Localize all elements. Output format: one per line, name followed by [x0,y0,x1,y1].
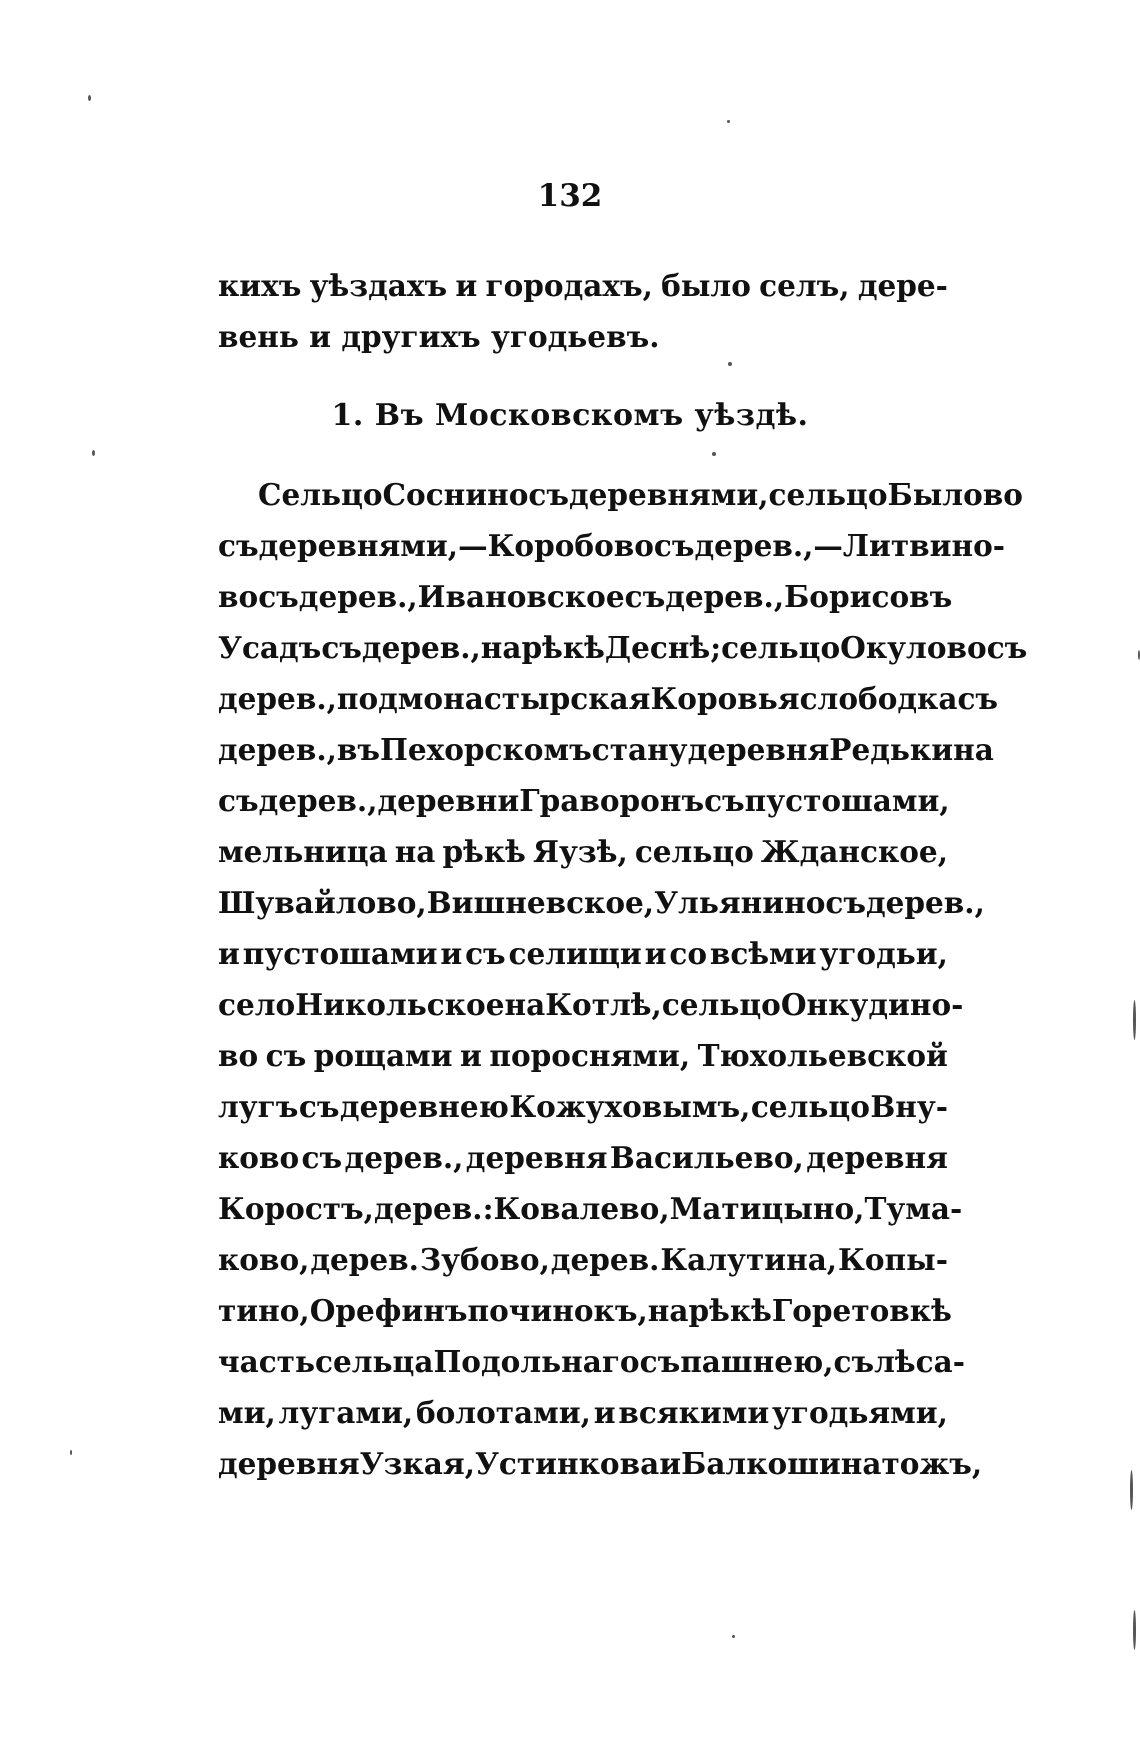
scan-speck [732,1635,735,1638]
word: на [480,630,522,665]
intro-paragraph [218,260,948,362]
word: съ [653,528,695,563]
word: деревня [465,1140,608,1175]
word: Зубово, [419,1242,550,1277]
word: Окулово [840,630,987,665]
text-line [218,877,985,928]
text-line [218,1132,948,1183]
word: другихъ [341,319,481,354]
word: во [218,579,259,614]
word: дерев., [361,630,481,665]
word: дерев.: [373,1191,494,1226]
word: дерев.,—Литвино- [694,528,1006,563]
word: деревня [687,732,830,767]
word: тожъ, [881,1446,983,1481]
word: съ [265,1038,307,1073]
word: лѣса- [874,1344,965,1379]
word: Ивановское [417,579,625,614]
word: угодьями, [772,1395,948,1430]
word: Граворонъ [519,783,705,818]
word: мельница [218,834,388,869]
word: и [593,1395,616,1430]
word: тино, [218,1293,310,1328]
word: стану [591,732,688,767]
text-line [218,1030,948,1081]
word: было [661,268,751,303]
word: рощами [313,1038,453,1073]
text-line [218,520,1006,571]
text-line [218,1081,948,1132]
word: сельцо [750,1089,870,1124]
word: Онкудино- [780,987,964,1022]
word: слободка [799,681,958,716]
word: сельцо [768,477,888,512]
word: ми, [218,1395,276,1430]
word: всякими [618,1395,770,1430]
word: городахъ, [485,268,653,303]
text-line [218,571,953,622]
text-line [218,979,964,1030]
word: пустошами [242,936,438,971]
word: съ [639,1344,681,1379]
word: въ [336,732,381,767]
word: починокъ, [467,1293,648,1328]
word: деревнями,—Коробово [258,528,654,563]
word: и [460,1038,482,1073]
word: ково [218,1140,300,1175]
word: Жданское, [760,834,948,869]
scan-speck [712,452,716,456]
word: всѣми [709,936,817,971]
word: кихъ [218,268,302,303]
word: рѣкѣ [688,1293,772,1328]
word: Коровья [650,681,800,716]
word: и [659,1446,682,1481]
word: дерев. [310,1242,419,1277]
word: Деснѣ; [604,630,722,665]
scan-speck [92,450,95,456]
text-line [218,1183,963,1234]
word: на [394,834,436,869]
word: Тюхольевской [697,1038,948,1073]
word: и [440,936,463,971]
word: лугами, [278,1395,414,1430]
scan-speck [1133,1610,1136,1650]
word: сельцо [661,987,781,1022]
word: и [309,319,332,354]
word: Соснино [382,477,529,512]
word: съ [321,630,362,665]
word: Усадъ [218,630,322,665]
word: и [218,936,240,971]
word: Горетовкѣ [771,1293,952,1328]
word: деревнею [339,1089,509,1124]
scan-speck [70,1450,72,1455]
word: съ [218,528,259,563]
word: дерев. [550,1242,660,1277]
word: во [218,1038,259,1073]
scan-speck [88,95,91,101]
text-line [218,928,948,979]
word: со [669,936,707,971]
word: съ [704,783,745,818]
word: Узкая, [359,1446,475,1481]
text-line [218,1285,952,1336]
word: село [218,987,296,1022]
word: рѣкѣ [442,834,526,869]
text-line [218,1387,948,1438]
word: Никольское [295,987,505,1022]
word: съ [624,579,666,614]
word: уѣздахъ [309,268,448,303]
text-line [218,826,948,877]
word: ково, [218,1242,310,1277]
text-line [218,724,994,775]
word: Калутина, [660,1242,838,1277]
word: пороснями, [489,1038,691,1073]
word: Коростъ, [218,1191,374,1226]
word: Редькина [829,732,994,767]
word: Копы- [838,1242,948,1277]
word: дерев., [344,1140,464,1175]
word: Устинкова [474,1446,660,1481]
word: съ [825,885,866,920]
scan-speck [1130,1470,1133,1510]
scan-speck [728,362,732,366]
word: Подольнаго [433,1344,640,1379]
word: Сельцо [258,477,383,512]
word: съ [218,783,259,818]
word: сельцо [634,834,754,869]
word: съ [258,579,299,614]
word: Яузѣ, [532,834,628,869]
word: дерев., [218,732,337,767]
word: Пехорскомъ [380,732,592,767]
text-line [218,311,948,362]
word: деревня [806,1140,948,1175]
text-line [218,469,1023,520]
word: пустошами, [744,783,950,818]
body-paragraph [218,469,1028,1489]
word: Тума- [864,1191,963,1226]
text-line [218,673,999,724]
word: Васильево, [609,1140,804,1175]
word: Ковалево, [493,1191,670,1226]
word: дере- [857,268,948,303]
text-line [218,260,948,311]
word: деревни [377,783,520,818]
word: рѣкѣ [521,630,605,665]
word: Вну- [870,1089,948,1124]
word: селъ, [759,268,850,303]
word: съ [986,630,1028,665]
word: Шувайлово, [218,885,427,920]
word: и [455,268,478,303]
word: съ [833,1344,875,1379]
word: съ [465,936,506,971]
word: и [644,936,667,971]
scan-speck [1133,1000,1136,1040]
text-line [218,1438,983,1489]
word: съ [957,681,999,716]
word: на [504,987,546,1022]
word: дерев., [665,579,785,614]
word: угодьи, [819,936,948,971]
word: дерев., [258,783,378,818]
word: дерев., [298,579,418,614]
word: пашнею, [680,1344,834,1379]
text-line [218,775,948,826]
word: Вишневское, [426,885,655,920]
word: Котлѣ, [545,987,662,1022]
word: часть [218,1344,315,1379]
word: дерев., [865,885,985,920]
word: Былово [887,477,1023,512]
word: Ульянино [654,885,826,920]
page-number: 132 [537,178,603,214]
word: деревня [218,1446,360,1481]
text-line [218,1336,965,1387]
word: угодьевъ. [490,319,660,354]
word: съ [301,1140,343,1175]
word: Борисовъ [784,579,953,614]
word: Орефинъ [309,1293,468,1328]
word: селищи [508,936,642,971]
word: Кожуховымъ, [509,1089,751,1124]
word: подмонастырская [336,681,651,716]
word: дерев., [218,681,337,716]
word: лугъ [218,1089,299,1124]
section-heading: 1. Въ Московскомъ уѣздѣ. [331,398,809,433]
word: сельцо [721,630,841,665]
word: вень [218,319,299,354]
word: Матицыно, [669,1191,865,1226]
text-line [218,622,1028,673]
word: съ [528,477,569,512]
scan-speck [727,120,730,123]
word: сельца [314,1344,434,1379]
word: Балкошина [681,1446,882,1481]
word: болотами, [415,1395,591,1430]
word: съ [298,1089,340,1124]
text-line [218,1234,948,1285]
word: на [647,1293,689,1328]
word: деревнями, [569,477,769,512]
